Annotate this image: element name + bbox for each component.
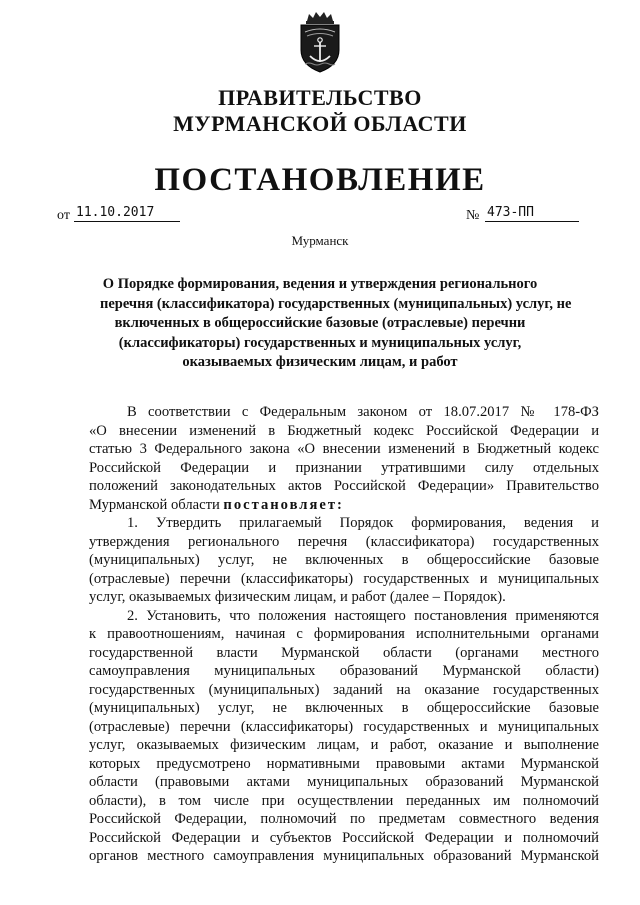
body-line: 2. Установить, что положения настоящего постановления применяются xyxy=(127,607,599,624)
body-line: Российской Федерации, полномочий по предметам совместного ведения xyxy=(89,811,599,827)
body-line: услуг, оказываемых физическим лицам, и работ, оказание и выполнение xyxy=(89,737,599,753)
subject-line: оказываемых физическим лицам, и работ xyxy=(182,354,458,370)
body-line: которых предусмотрено нормативными правовыми актами Мурманской xyxy=(89,755,599,772)
document-number: 473-ПП xyxy=(485,205,579,222)
document-city: Мурманск xyxy=(291,233,349,248)
body-line: государственной власти Мурманской области (органами местного xyxy=(89,644,599,661)
body-line: 1. Утвердить прилагаемый Порядок формирования, ведения и xyxy=(127,515,599,531)
murmansk-coat-of-arms-icon xyxy=(295,12,345,74)
body-line: (отраслевые) перечни (классификаторы) государственных и муниципальных xyxy=(89,718,599,735)
body-line: В соответствии с Федеральным законом от 18.07.2017 № 178-ФЗ xyxy=(127,404,599,420)
body-line: услуг, оказываемых физическим лицам, и работ (далее – Порядок). xyxy=(89,589,506,605)
subject-line: О Порядке формирования, ведения и утверждения регионального xyxy=(102,276,538,292)
body-line: Российской Федерации и субъектов Российской Федерации и полномочий xyxy=(89,829,599,846)
document-body xyxy=(89,403,599,866)
body-line: государственных (муниципальных) заданий на оказание государственных xyxy=(89,681,599,698)
document-date: 11.10.2017 xyxy=(74,205,180,222)
subject-line: перечня (классификатора) государственных (муниципальных) услуг, не xyxy=(100,295,572,312)
body-line: «О внесении изменений в Бюджетный кодекс Российской Федерации и xyxy=(89,422,599,439)
body-line: органов местного самоуправления муниципальных образований Мурманской xyxy=(89,848,599,864)
date-prefix: от xyxy=(57,208,70,223)
body-line: статью 3 Федерального закона «О внесении изменений в Бюджетный кодекс xyxy=(89,441,599,457)
body-line: (муниципальных) услуг, не включенных в общероссийские базовые xyxy=(89,700,599,716)
body-line: области (правовыми актами муниципальных образований Мурманской xyxy=(89,774,599,790)
body-line: (муниципальных) услуг, не включенных в общероссийские базовые xyxy=(89,552,599,568)
document-subject xyxy=(100,275,572,373)
resolution-lead-text: Мурманской области xyxy=(89,496,224,513)
body-line: (отраслевые) перечни (классификаторы) государственных и муниципальных xyxy=(89,570,599,587)
organization-name-line-1: ПРАВИТЕЛЬСТВО xyxy=(218,85,422,110)
body-line: Российской Федерации и признании утратившими силу отдельных xyxy=(89,459,599,476)
number-prefix: № xyxy=(466,208,480,223)
body-line: положений законодательных актов Российской Федерации» Правительство xyxy=(89,478,599,494)
subject-line: включенных в общероссийские базовые (отраслевые) перечни xyxy=(114,315,526,331)
body-line-resolution xyxy=(89,496,599,515)
organization-name-line-2: МУРМАНСКОЙ ОБЛАСТИ xyxy=(173,111,467,136)
body-line: области), в том числе при осуществлении переданных им полномочий xyxy=(89,792,599,809)
subject-line: (классификаторы) государственных и муниципальных услуг, xyxy=(118,334,522,351)
body-line: самоуправления муниципальных образований Мурманской области) xyxy=(89,663,599,679)
body-line: к правоотношениям, начиная с формирования исполнительными органами xyxy=(89,626,599,642)
document-type-title: ПОСТАНОВЛЕНИЕ xyxy=(154,162,486,198)
resolution-keyword: постановляет: xyxy=(223,496,344,513)
body-line: утверждения регионального перечня (классификатора) государственных xyxy=(89,533,599,550)
